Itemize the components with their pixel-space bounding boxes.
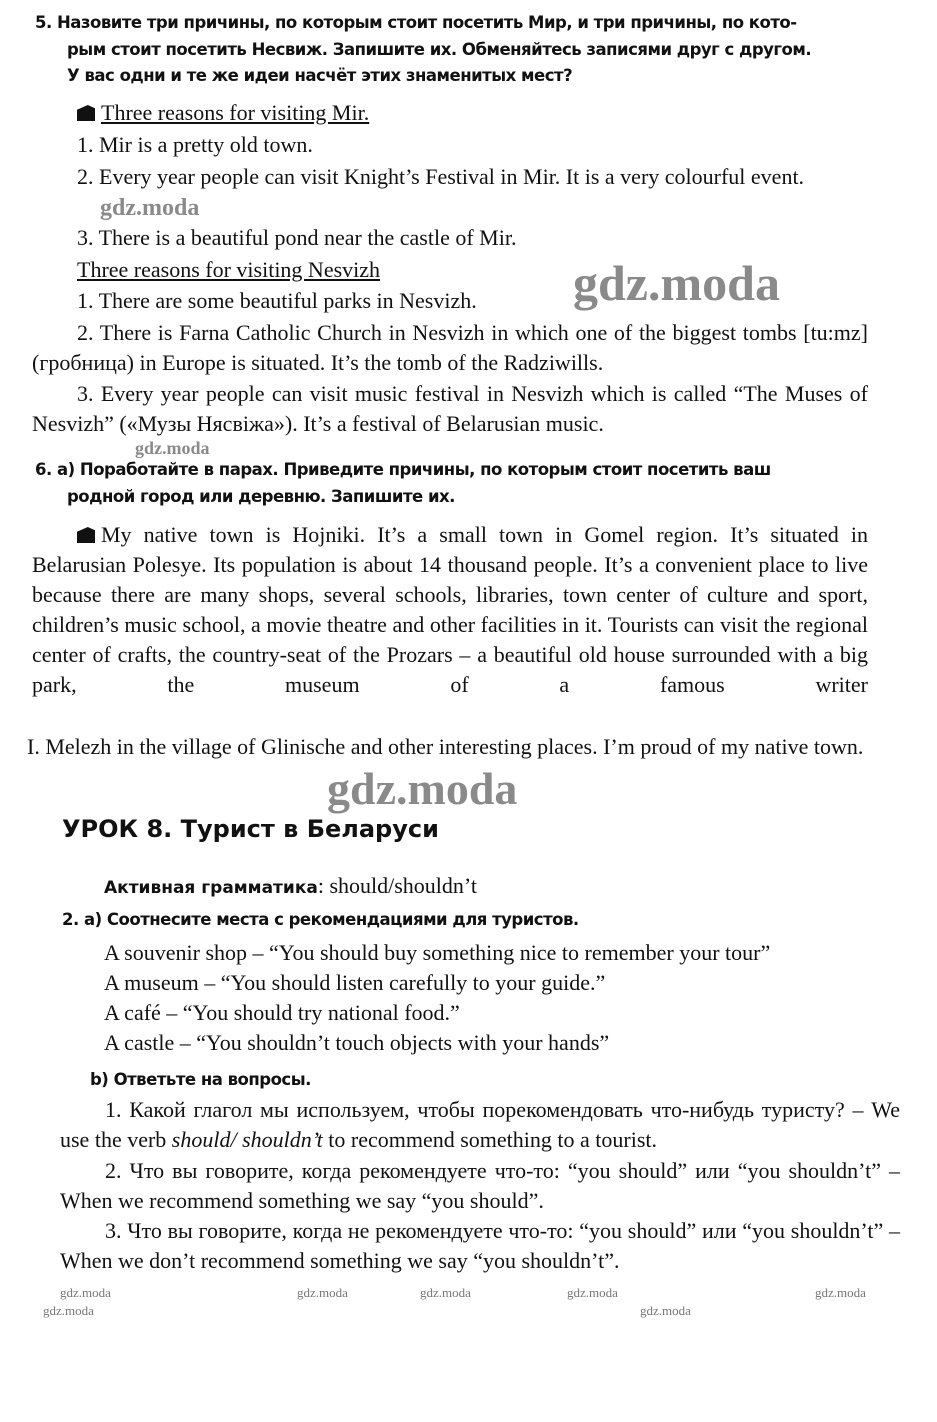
watermark: gdz.moda [815, 1285, 866, 1300]
nesvizh-item-3: 3. Every year people can visit music festival in Nesvizh which is called “The Muses of Nesvizh” («Музы Нясвіжа»). It’s a festival of Belarusian music. [32, 381, 868, 436]
watermark: gdz.moda [60, 1285, 111, 1300]
grammar-line [104, 871, 477, 903]
match-item: A café – “You should try national food.” [104, 1000, 460, 1025]
watermark: gdz.moda [100, 195, 200, 221]
watermark: gdz.moda [640, 1303, 691, 1318]
match-item: A castle – “You shouldn’t touch objects with your hands” [104, 1030, 610, 1055]
answer-2: 2. Что вы говорите, когда рекомендуете что-то: “you should” или “you shouldn’t” – When we recommend something we say “you should”. [60, 1158, 900, 1213]
task2b-heading: b) Ответьте на вопросы. [90, 1070, 311, 1089]
paragraph-text: My native town is Hojniki. It’s a small town in Gomel region. It’s situated in Belarusian Polesye. Its population is about 14 thousand people. It’s a convenient place to live because there are many shops, several schools, libraries, town center of culture and sport, children’s music school, a movie theatre and other facilities in it. Tourists can visit the regional center of crafts, the country-seat of the Prozars – a beautiful old house surrounded with a big park, the museum of a famous writer [32, 522, 868, 697]
match-item: A souvenir shop – “You should buy something nice to remember your tour” [104, 940, 771, 965]
grammar-label: Активная грамматика [104, 878, 318, 898]
hand-icon [77, 105, 95, 121]
mir-title [77, 98, 369, 128]
answer-emphasis: should/ shouldn’t [171, 1127, 323, 1152]
watermark: gdz.moda [573, 255, 780, 311]
lesson-title: УРОК 8. Турист в Беларуси [62, 815, 439, 843]
mir-item-2: 2. Every year people can visit Knight’s Festival in Mir. It is a very colourful event. [77, 164, 805, 189]
answer-1 [60, 1095, 900, 1155]
hand-icon [77, 527, 95, 543]
watermark: gdz.moda [420, 1285, 471, 1300]
grammar-value: : should/shouldn’t [317, 873, 477, 898]
watermark: gdz.moda [135, 438, 210, 458]
matches-list [104, 938, 770, 1058]
heading-line: родной город или деревню. Запишите их. [67, 486, 455, 506]
heading-line: рым стоит посетить Несвиж. Запишите их. Обменяйтесь записями друг с другом. [67, 39, 812, 59]
native-town-paragraph-cont: I. Melezh in the village of Glinische and other interesting places. I’m proud of my native town. [27, 734, 864, 759]
task2a-heading: 2. а) Соотнесите места с рекомендациями для туристов. [62, 910, 579, 929]
nesvizh-item-2: 2. There is Farna Catholic Church in Nesvizh in which one of the biggest tombs [tu:mz] (гробница) in Europe is situated. It’s the tomb of the Radziwills. [32, 320, 868, 375]
answer-text: 1. Какой глагол мы используем, чтобы порекомендовать что-нибудь туристу? – We use the verb [60, 1097, 900, 1152]
heading-line: 5. Назовите три причины, по которым стоит посетить Мир, и три причины, по кото- [35, 13, 797, 32]
task5-heading [35, 10, 875, 90]
mir-item-1: 1. Mir is a pretty old town. [77, 132, 313, 157]
heading-line: 6. а) Поработайте в парах. Приведите причины, по которым стоит посетить ваш [35, 460, 771, 479]
watermark: gdz.moda [43, 1303, 94, 1318]
watermark: gdz.moda [567, 1285, 618, 1300]
native-town-paragraph [32, 520, 868, 700]
nesvizh-item-1: 1. There are some beautiful parks in Nesvizh. [77, 288, 477, 313]
watermark: gdz.moda [297, 1285, 348, 1300]
mir-item-3: 3. There is a beautiful pond near the castle of Mir. [77, 225, 517, 250]
mir-title-text: Three reasons for visiting Mir. [101, 100, 370, 125]
answer-3: 3. Что вы говорите, когда не рекомендуете что-то: “you should” или “you shouldn’t” – When we don’t recommend something we say “you shouldn’t”. [60, 1218, 900, 1273]
heading-line: У вас одни и те же идеи насчёт этих знаменитых мест? [67, 66, 573, 85]
answer-text: to recommend something to a tourist. [322, 1127, 657, 1152]
nesvizh-title: Three reasons for visiting Nesvizh [77, 257, 381, 282]
watermark: gdz.moda [327, 763, 518, 814]
task6-heading [35, 457, 875, 510]
match-item: A museum – “You should listen carefully to your guide.” [104, 970, 606, 995]
